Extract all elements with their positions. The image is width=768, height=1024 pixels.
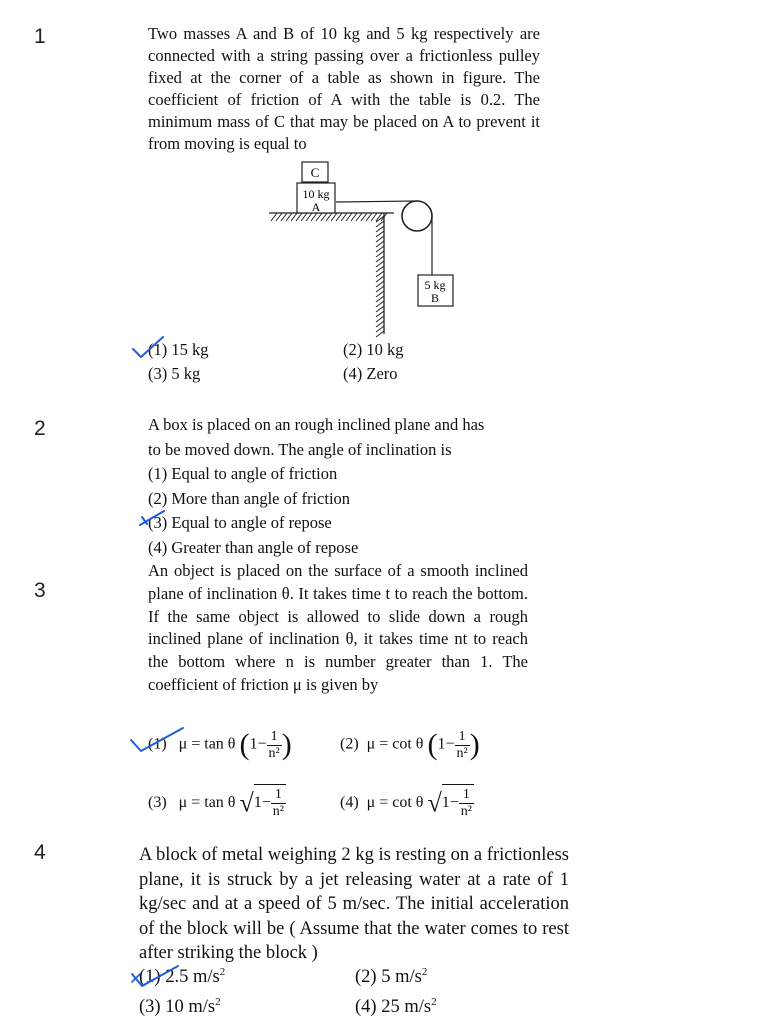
option-exponent: 2 [219, 966, 226, 978]
option-4[interactable]: (4) Greater than angle of repose [148, 537, 359, 557]
fraction-numerator: 1 [455, 729, 470, 746]
question-text: A block of metal weighing 2 kg is resting on a frictionless plane, it is struck by a jet releasing water at a rate of 1 kg/sec and at a speed of 5 m/sec. The initial acceleration of the block will be ( Assume that the water comes to rest after striking the block ) [139, 845, 569, 963]
sqrt-icon: √ [427, 788, 442, 818]
option-2[interactable]: (2) More than angle of friction [148, 488, 351, 508]
option-exponent: 2 [431, 996, 437, 1008]
checkmark-icon [128, 724, 188, 756]
question-number: 3 [34, 579, 46, 602]
block-c-label: C [310, 165, 320, 180]
checkmark-icon [131, 334, 167, 360]
question-line: A box is placed on an rough inclined plane and has [148, 415, 485, 434]
option-label: (3) [139, 997, 161, 1017]
option-1[interactable]: (1) Equal to angle of friction [148, 464, 338, 484]
question-line: to be moved down. The angle of inclination is [148, 439, 452, 459]
option-value: 25 m/s [381, 997, 432, 1017]
option-3[interactable] [139, 997, 221, 1018]
fraction-numerator: 1 [267, 729, 282, 746]
question-number: 1 [34, 25, 46, 48]
option-3[interactable]: (3) 5 kg [148, 364, 201, 383]
question-text: An object is placed on the surface of a smooth inclined plane of inclination θ. It takes time t to reach the bottom. If the same object is allowed to slide down a rough inclined plane of inclination θ, it takes time nt to reach the bottom where n is number greater than 1. The coefficient of friction μ is given by [148, 561, 528, 694]
formula-lhs: μ = tan θ [178, 735, 236, 753]
formula-minus: − [257, 735, 267, 753]
fraction-denominator: n² [268, 745, 280, 761]
formula-minus: − [261, 794, 271, 812]
option-2[interactable]: (2) 10 kg [343, 340, 404, 359]
formula-one: 1 [253, 794, 262, 812]
question-text: Two masses A and B of 10 kg and 5 kg respectively are connected with a string passing over a frictionless pulley fixed at the corner of a table as shown in figure. The coefficient of friction of A with the table is 0.2. The minimum mass of C that may be placed on A to prevent it from moving is equal to [148, 24, 540, 153]
option-value: 10 m/s [165, 997, 216, 1017]
fraction-numerator: 1 [271, 787, 286, 804]
option-4[interactable] [340, 784, 474, 820]
option-label: (4) [340, 794, 359, 812]
fraction-numerator: 1 [459, 787, 474, 804]
option-exponent: 2 [215, 996, 221, 1008]
option-1[interactable]: (1) μ = tan θ (1− $\frac{1}{\text{n²}}$ ) [148, 728, 292, 761]
formula-lhs: μ = cot θ [366, 794, 424, 812]
block-a-mass: 10 kg [302, 187, 330, 201]
option-label: (3) [148, 794, 167, 812]
option-4[interactable] [355, 997, 437, 1018]
option-2[interactable] [355, 967, 427, 988]
option-label: (1) [139, 967, 161, 987]
option-2[interactable]: (2) μ = cot θ (1− $\frac{1}{\text{n²}}$ ) [340, 728, 480, 761]
fraction-denominator: n² [272, 804, 284, 819]
formula-lhs: μ = cot θ [366, 735, 424, 753]
option-label: (1) [148, 735, 167, 753]
checkmark-icon [128, 962, 184, 992]
question-number: 4 [34, 841, 46, 864]
option-4[interactable]: (4) Zero [343, 364, 398, 383]
block-b-mass: 5 kg [424, 278, 446, 292]
formula-lhs: μ = tan θ [178, 794, 236, 812]
formula-one: 1 [437, 735, 446, 753]
option-label: (2) [355, 967, 377, 987]
option-label: (2) [340, 735, 359, 753]
option-3[interactable] [148, 784, 286, 820]
formula-minus: − [449, 794, 459, 812]
formula-one: 1 [441, 794, 450, 812]
option-label: (4) [355, 997, 377, 1017]
formula-minus: − [445, 735, 455, 753]
option-1[interactable]: (1) 15 kg [148, 340, 209, 359]
option-value: 5 m/s [381, 967, 422, 987]
block-b-label: B [430, 291, 440, 305]
fraction-denominator: n² [456, 745, 468, 761]
block-a-label: A [311, 200, 321, 214]
fraction-denominator: n² [460, 804, 472, 819]
formula-one: 1 [249, 735, 258, 753]
option-value: 2.5 m/s [165, 967, 220, 987]
pulley-diagram [262, 156, 472, 338]
pulley-icon [402, 201, 432, 231]
option-exponent: 2 [421, 966, 428, 978]
sqrt-icon: √ [239, 788, 254, 818]
checkmark-icon [138, 507, 168, 529]
option-3[interactable]: (3) Equal to angle of repose [148, 513, 332, 533]
question-number: 2 [34, 417, 46, 440]
